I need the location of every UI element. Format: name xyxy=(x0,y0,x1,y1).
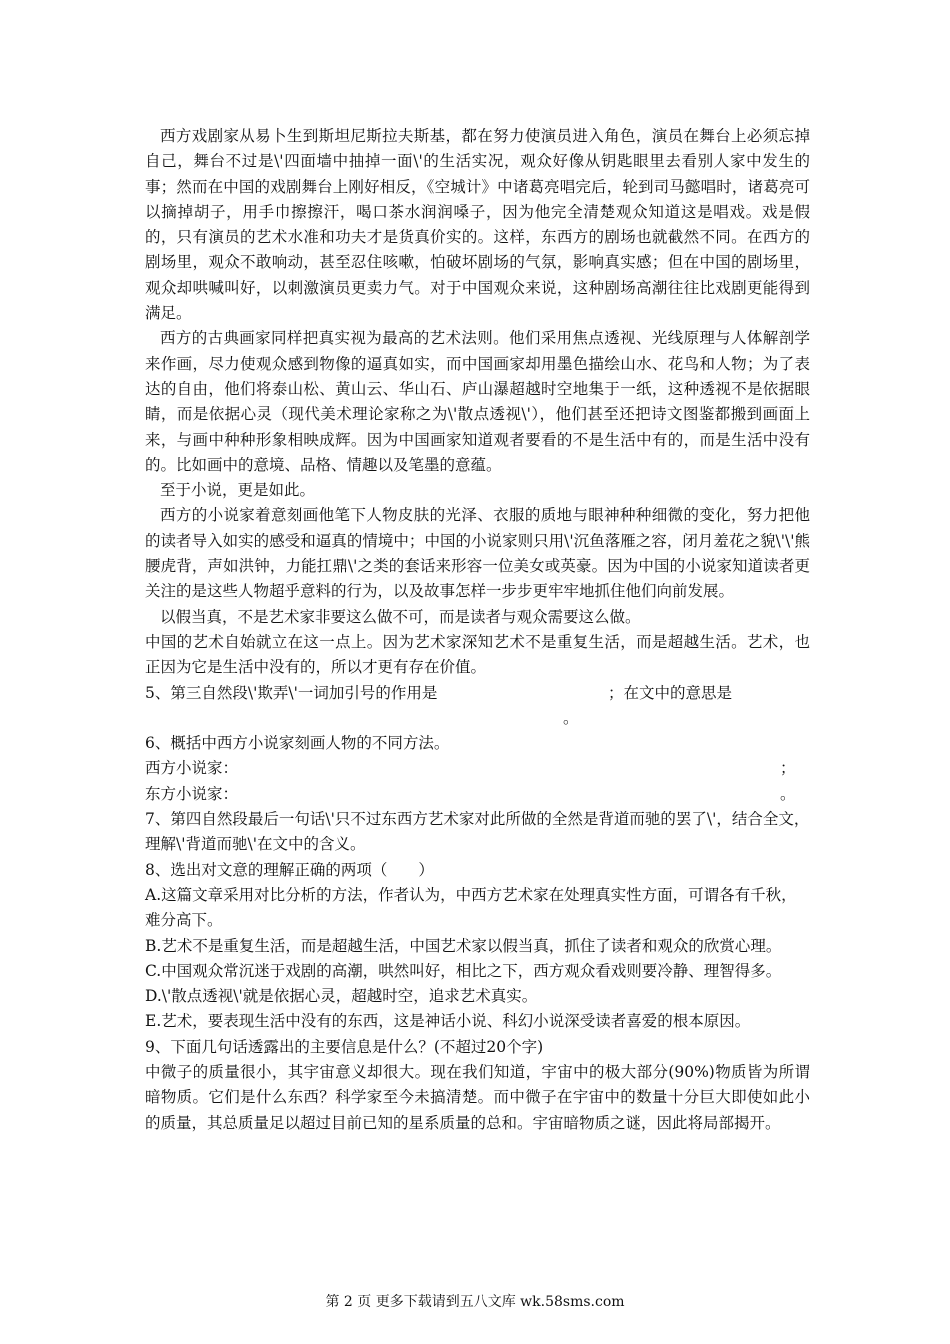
question-7: 7、第四自然段最后一句话\'只不过东西方艺术家对此所做的全然是背道而驰的罢了\'，结合全文，理解\'背道而驰\'在文中的含义。 xyxy=(145,810,810,854)
question-5 xyxy=(145,681,810,706)
question-9-passage: 中微子的质量很小，其宇宙意义却很大。现在我们知道，宇宙中的极大部分(90%)物质皆为所谓暗物质。它们是什么东西？科学家至今未搞清楚。而中微子在宇宙中的数量十分巨大即使如此小的质量，其总质量足以超过目前已知的星系质量的总和。宇宙暗物质之谜，因此将局部揭开。 xyxy=(145,1062,810,1132)
question-8-option-c: C.中国观众常沉迷于戏剧的高潮，哄然叫好，相比之下，西方观众看戏则要冷静、理智得多。 xyxy=(145,961,782,980)
question-8-option-b: B.艺术不是重复生活，而是超越生活，中国艺术家以假当真，抓住了读者和观众的欣赏心理。 xyxy=(145,936,782,955)
paragraph-1: 西方戏剧家从易卜生到斯坦尼斯拉夫斯基，都在努力使演员进入角色，演员在舞台上必须忘掉自己，舞台不过是\'四面墙中抽掉一面\'的生活实况，观众好像从钥匙眼里去看别人家中发生的事；然而在中国的戏剧舞台上刚好相反，《空城计》中诸葛亮唱完后，轮到司马懿唱时，诸葛亮可以摘掉胡子，用手巾擦擦汗，喝口茶水润润嗓子，因为他完全清楚观众知道这是唱戏。戏是假的，只有演员的艺术水准和功夫才是货真价实的。这样，东西方的剧场也就截然不同。在西方的剧场里，观众不敢响动，甚至忍住咳嗽，怕破坏剧场的气氛，影响真实感；但在中国的剧场里，观众却哄喊叫好，以刺激演员更卖力气。对于中国观众来说，这种剧场高潮往往比戏剧更能得到满足。 xyxy=(145,127,810,323)
question-6-east xyxy=(145,782,810,807)
question-5-mid: ；在文中的意思是 xyxy=(608,683,733,702)
question-6-east-label: 东方小说家： xyxy=(145,784,239,803)
page-footer: 第 2 页 更多下载请到五八文库 wk.58sms.com xyxy=(325,1294,625,1310)
question-8: 8、选出对文意的理解正确的两项（ ） xyxy=(145,860,434,879)
document-body xyxy=(145,124,810,1136)
paragraph-2: 西方的古典画家同样把真实视为最高的艺术法则。他们采用焦点透视、光线原理与人体解剖学来作画，尽力使观众感到物像的逼真如实，而中国画家却用墨色描绘山水、花鸟和人物；为了表达的自由，他们将泰山松、黄山云、华山石、庐山瀑超越时空地集于一纸，这种透视不是依据眼睛，而是依据心灵（现代美术理论家称之为\'散点透视\'），他们甚至还把诗文图鉴都搬到画面上来，与画中种种形象相映成辉。因为中国画家知道观者要看的不是生活中有的，而是生活中没有的。比如画中的意境、品格、情趣以及笔墨的意蕴。 xyxy=(145,329,810,474)
question-8-option-e: E.艺术，要表现生活中没有的东西，这是神话小说、科幻小说深受读者喜爱的根本原因。 xyxy=(145,1012,751,1031)
question-8-option-a: A.这篇文章采用对比分析的方法，作者认为，中西方艺术家在处理真实性方面，可谓各有千秋，难分高下。 xyxy=(145,885,797,930)
question-8-option-d: D.\'散点透视\'就是依据心灵，超越时空，追求艺术真实。 xyxy=(145,987,538,1006)
question-6-west xyxy=(145,756,810,781)
question-5-text: 5、第三自然段\'欺弄\'一词加引号的作用是 xyxy=(145,683,438,702)
question-6-east-end: 。 xyxy=(780,784,796,803)
paragraph-6: 中国的艺术自始就立在这一点上。因为艺术家深知艺术不是重复生活，而是超越生活。艺术，也正因为它是生活中没有的，所以才更有存在价值。 xyxy=(145,632,810,677)
question-6: 6、概括中西方小说家刻画人物的不同方法。 xyxy=(145,734,450,753)
question-5-end: 。 xyxy=(563,708,579,727)
paragraph-4: 西方的小说家着意刻画他笔下人物皮肤的光泽、衣服的质地与眼神种种细微的变化，努力把他的读者导入如实的感受和逼真的情境中；中国的小说家则只用\'沉鱼落雁之容，闭月羞花之貌\'\'熊腰虎背，声如洪钟，力能扛鼎\'之类的套话来形容一位美女或英豪。因为中国的小说家知道读者更关注的是这些人物超乎意料的行为，以及故事怎样一步步更牢牢地抓住他们向前发展。 xyxy=(145,506,810,601)
paragraph-5: 以假当真，不是艺术家非要这么做不可，而是读者与观众需要这么做。 xyxy=(160,607,641,626)
question-6-west-end: ； xyxy=(780,759,796,778)
question-6-west-label: 西方小说家： xyxy=(145,759,239,778)
question-9: 9、下面几句话透露出的主要信息是什么？(不超过20个字) xyxy=(145,1037,544,1056)
question-5-line2 xyxy=(145,706,810,731)
paragraph-3: 至于小说，更是如此。 xyxy=(160,481,316,500)
